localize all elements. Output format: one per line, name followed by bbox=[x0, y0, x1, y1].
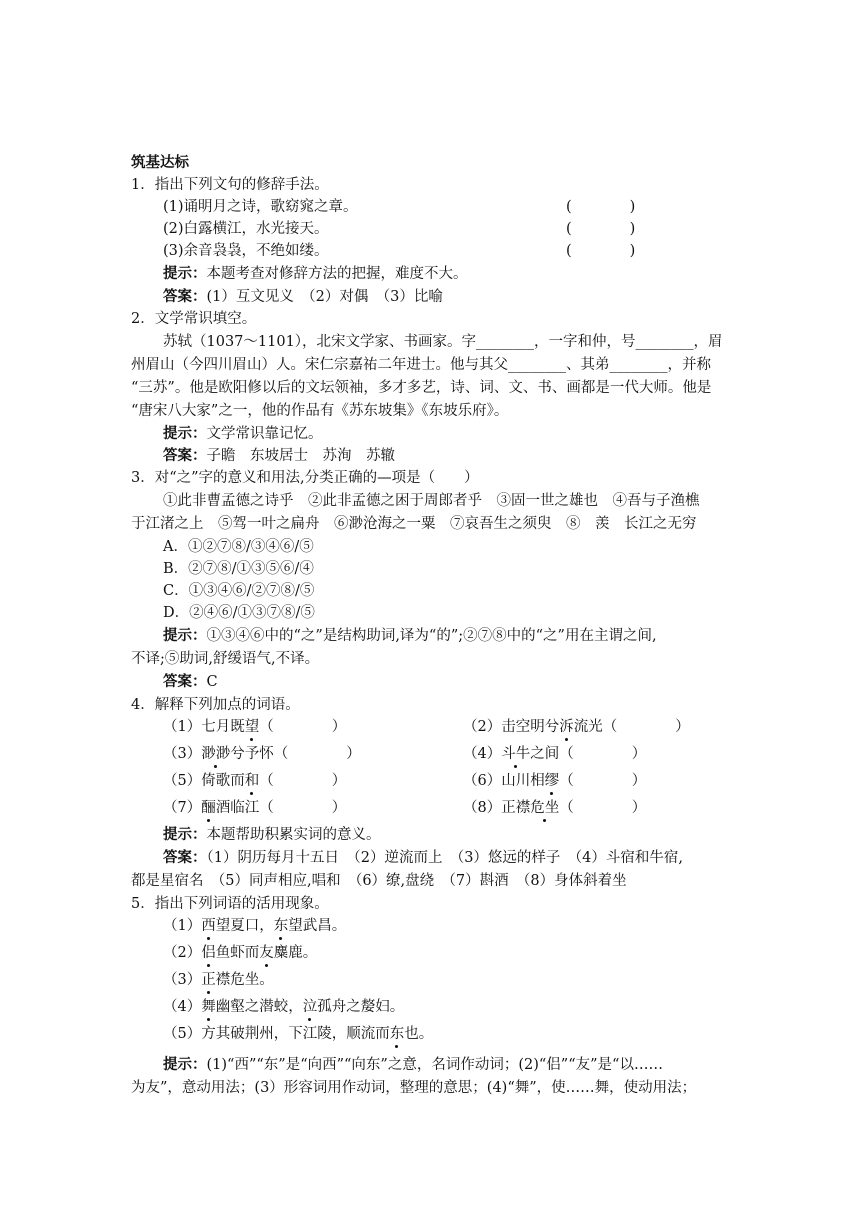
option-d: D．②④⑥/①③⑦⑧/⑤ bbox=[163, 605, 315, 621]
question-1-item-3: (3)余音袅袅，不绝如缕。 bbox=[163, 243, 329, 259]
item-text: 望武昌。 bbox=[288, 918, 347, 934]
item-blank: （ ） bbox=[259, 719, 347, 735]
hint-text: ①③④⑥中的“之”是结构助词,译为“的”;②⑦⑧中的“之”用在主谓之间, bbox=[206, 628, 657, 644]
answer-label: 答案： bbox=[163, 447, 207, 464]
dotted-word: 酾 bbox=[201, 800, 216, 816]
question-3-hint-continued: 不译;⑤助词,舒缓语气,不译。 bbox=[131, 651, 320, 667]
question-4-answer bbox=[163, 848, 683, 868]
item-text: （5）方其破荆州，下江陵，顺流而 bbox=[163, 1026, 390, 1042]
item-text: 孤舟之嫠妇。 bbox=[317, 999, 405, 1015]
hint-text: 文学常识靠记忆。 bbox=[206, 426, 323, 442]
dotted-word: 正 bbox=[201, 972, 216, 988]
hint-label: 提示： bbox=[163, 265, 207, 282]
question-1-answer bbox=[163, 287, 443, 307]
option-b: B．②⑦⑧/①③⑤⑥/④ bbox=[163, 561, 314, 577]
item-blank: 兮予怀（ ） bbox=[230, 746, 361, 762]
question-3-answer bbox=[163, 672, 218, 692]
dotted-word: 西 bbox=[201, 918, 216, 934]
question-2-hint bbox=[163, 424, 323, 444]
answer-label: 答案： bbox=[163, 673, 207, 690]
item-text: 也。 bbox=[404, 1026, 434, 1042]
dotted-word: 泣 bbox=[302, 999, 318, 1015]
item-text: （2）击空明兮 bbox=[463, 719, 560, 735]
question-4-item bbox=[163, 798, 346, 818]
question-1-hint bbox=[163, 264, 468, 284]
item-blank: 流光（ ） bbox=[573, 719, 690, 735]
item-text: （1） bbox=[163, 918, 202, 934]
question-2-stem: 2．文学常识填空。 bbox=[131, 311, 257, 327]
dotted-word: 斗牛 bbox=[501, 746, 531, 762]
hint-label: 提示： bbox=[163, 627, 207, 644]
dotted-word: 东 bbox=[389, 1026, 405, 1042]
question-2-paragraph-line: 苏轼（1037～1101），北宋文学家、书画家。字________，一字和仲，号________，眉 bbox=[163, 334, 723, 350]
hint-text: 本题帮助积累实词的意义。 bbox=[206, 827, 381, 843]
question-4-stem: 4．解释下列加点的词语。 bbox=[131, 697, 300, 713]
hint-text: 本题考查对修辞方法的把握，难度不大。 bbox=[206, 266, 468, 282]
dotted-word: 望 bbox=[244, 719, 260, 735]
dotted-word: 和 bbox=[244, 773, 260, 789]
question-3-stem: 3．对“之”字的意义和用法,分类正确的—项是（ ） bbox=[131, 470, 479, 486]
item-text: （7） bbox=[163, 800, 202, 816]
hint-text: (1)“西”“东”是“向西”“向东”之意，名词作动词；(2)“侣”“友”是“以…… bbox=[206, 1057, 663, 1073]
item-blank: （ ） bbox=[559, 773, 647, 789]
dotted-word: 泝 bbox=[559, 719, 574, 735]
hint-label: 提示： bbox=[163, 1056, 207, 1073]
dotted-word: 友 bbox=[259, 945, 274, 961]
item-text: （3） bbox=[163, 972, 202, 988]
dotted-word: 东 bbox=[273, 918, 289, 934]
item-blank: （ ） bbox=[259, 773, 347, 789]
item-text: （3） bbox=[163, 746, 202, 762]
answer-blank: ( ) bbox=[566, 221, 636, 237]
question-2-answer bbox=[163, 446, 395, 466]
item-text: 望夏口， bbox=[215, 918, 274, 934]
answer-blank: ( ) bbox=[566, 199, 636, 215]
question-4-item bbox=[463, 744, 646, 764]
item-text: 鱼虾而 bbox=[215, 945, 260, 961]
question-4-item bbox=[163, 771, 346, 791]
question-5-item bbox=[163, 970, 274, 990]
question-1-item-2: (2)白露横江，水光接天。 bbox=[163, 221, 329, 237]
question-3-sentences-line: 于江渚之上 ⑤驾一叶之扁舟 ⑥渺沧海之一粟 ⑦哀吾生之须臾 ⑧ 羡 长江之无穷 bbox=[131, 516, 697, 532]
answer-blank: ( ) bbox=[566, 243, 636, 259]
answer-label: 答案： bbox=[163, 849, 207, 866]
question-4-hint bbox=[163, 825, 381, 845]
item-text: （5）倚歌而 bbox=[163, 773, 245, 789]
question-5-item bbox=[163, 997, 404, 1017]
item-blank: 酒临江（ ） bbox=[215, 800, 347, 816]
dotted-word: 侣 bbox=[201, 945, 216, 961]
question-5-item bbox=[163, 943, 317, 963]
answer-label: 答案： bbox=[163, 288, 207, 305]
item-text: 麋鹿。 bbox=[273, 945, 318, 961]
answer-text: (1）互文见义 （2）对偶 （3）比喻 bbox=[206, 289, 443, 305]
question-4-item bbox=[463, 717, 690, 737]
question-5-item bbox=[163, 1024, 433, 1044]
answer-text: （1）阴历每月十五日 （2）逆流而上 （3）悠远的样子 （4）斗宿和牛宿, bbox=[206, 850, 684, 866]
question-4-item bbox=[463, 798, 646, 818]
question-3-hint bbox=[163, 626, 657, 646]
question-3-sentences-line: ①此非曹孟德之诗乎 ②此非孟德之困于周郎者乎 ③固一世之雄也 ④吾与子渔樵 bbox=[163, 493, 700, 509]
question-5-item bbox=[163, 916, 346, 936]
item-text: 襟危坐。 bbox=[215, 972, 274, 988]
question-5-stem: 5．指出下列词语的活用现象。 bbox=[131, 896, 329, 912]
dotted-word: 渺渺 bbox=[201, 746, 231, 762]
question-4-item bbox=[163, 717, 346, 737]
question-2-paragraph-line: 州眉山（今四川眉山）人。宋仁宗嘉祐二年进士。他与其父________、其弟________，并称 bbox=[131, 357, 711, 373]
hint-label: 提示： bbox=[163, 826, 207, 843]
answer-text: 子瞻 东坡居士 苏洵 苏辙 bbox=[206, 448, 395, 464]
item-blank: 之间（ ） bbox=[530, 746, 647, 762]
item-blank: （ ） bbox=[559, 800, 647, 816]
dotted-word: 缪 bbox=[544, 773, 560, 789]
answer-text: C bbox=[206, 674, 218, 690]
item-text: （2） bbox=[163, 945, 202, 961]
question-1-item-1: (1)诵明月之诗，歌窈窕之章。 bbox=[163, 199, 358, 215]
option-c: C．①③④⑥/②⑦⑧/⑤ bbox=[163, 583, 315, 599]
section-heading: 筑基达标 bbox=[131, 154, 189, 171]
question-2-paragraph-line: “三苏”。他是欧阳修以后的文坛领袖，多才多艺，诗、词、文、书、画都是一代大师。他是 bbox=[131, 380, 712, 396]
hint-label: 提示： bbox=[163, 425, 207, 442]
question-4-answer-continued: 都是星宿名 （5）同声相应,唱和 （6）缭,盘绕 （7）斟酒 （8）身体斜着坐 bbox=[131, 873, 627, 889]
question-5-hint-continued: 为友”，意动用法；(3）形容词用作动词，整理的意思；(4)“舞”，使……舞，使动用法； bbox=[131, 1080, 697, 1096]
item-text: 幽壑之潜蛟， bbox=[215, 999, 303, 1015]
dotted-word: 舞 bbox=[201, 999, 216, 1015]
item-text: （8）正襟 bbox=[463, 800, 531, 816]
question-1-stem: 1．指出下列文句的修辞手法。 bbox=[131, 177, 329, 193]
item-text: （1）七月既 bbox=[163, 719, 245, 735]
option-a: A．①②⑦⑧/③④⑥/⑤ bbox=[163, 539, 314, 555]
question-2-paragraph-line: “唐宋八大家”之一，他的作品有《苏东坡集》《东坡乐府》。 bbox=[131, 403, 509, 419]
question-4-item bbox=[463, 771, 646, 791]
question-5-hint bbox=[163, 1055, 663, 1075]
dotted-word: 危坐 bbox=[530, 800, 560, 816]
item-text: （6）山川相 bbox=[463, 773, 545, 789]
item-text: （4） bbox=[463, 746, 502, 762]
question-4-item bbox=[163, 744, 361, 764]
item-text: （4） bbox=[163, 999, 202, 1015]
